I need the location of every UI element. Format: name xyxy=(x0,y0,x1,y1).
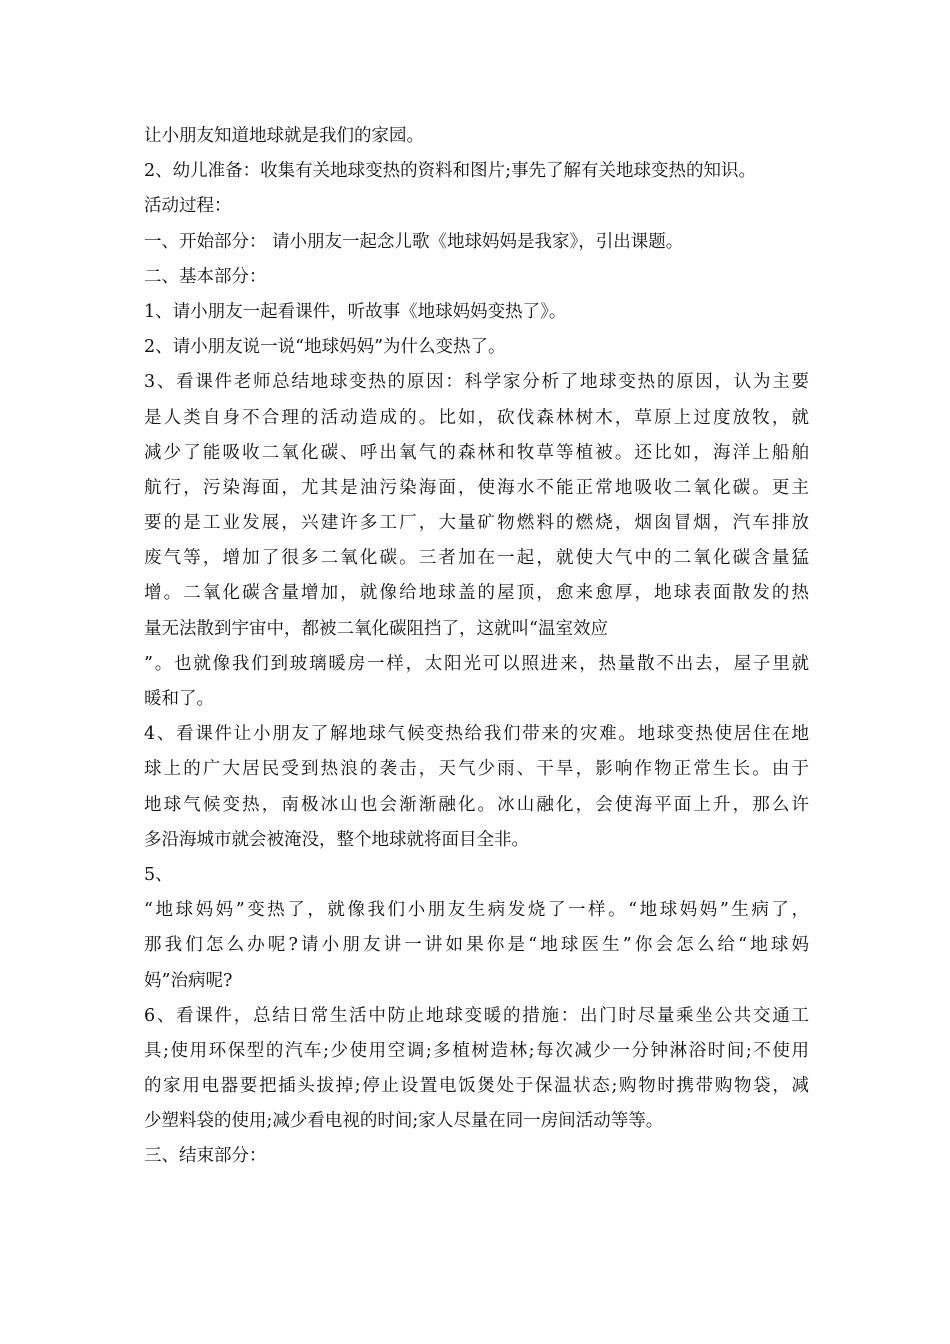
text-line: 废气等，增加了很多二氧化碳。三者加在一起，就使大气中的二氧化碳含量猛 xyxy=(144,548,809,569)
text-line: 妈”治病呢? xyxy=(144,970,233,991)
text-line: “地球妈妈”变热了，就像我们小朋友生病发烧了一样。“地球妈妈”生病了， xyxy=(144,900,809,921)
text-line: 活动过程： xyxy=(144,196,232,217)
text-line: 要的是工业发展，兴建许多工厂，大量矿物燃料的燃烧，烟囱冒烟，汽车排放 xyxy=(144,513,809,534)
text-line: 具;使用环保型的汽车;少使用空调;多植树造林;每次减少一分钟淋浴时间;不使用 xyxy=(144,1040,809,1061)
text-line: 的家用电器要把插头拔掉;停止设置电饭煲处于保温状态;购物时携带购物袋，减 xyxy=(144,1076,809,1097)
text-line: 5、 xyxy=(144,864,173,885)
text-line: 球上的广大居民受到热浪的袭击，天气少雨、干旱，影响作物正常生长。由于 xyxy=(144,759,809,780)
text-line: 是人类自身不合理的活动造成的。比如，砍伐森林树木，草原上过度放牧，就 xyxy=(144,407,809,428)
text-line: 航行，污染海面，尤其是油污染海面，使海水不能正常地吸收二氧化碳。更主 xyxy=(144,477,809,498)
text-line: 4、看课件让小朋友了解地球气候变热给我们带来的灾难。地球变热使居住在地 xyxy=(144,724,809,745)
text-line: ”。也就像我们到玻璃暖房一样，太阳光可以照进来，热量散不出去，屋子里就 xyxy=(144,653,809,674)
text-line: 2、请小朋友说一说“地球妈妈”为什么变热了。 xyxy=(144,337,506,358)
text-line: 3、看课件老师总结地球变热的原因：科学家分析了地球变热的原因，认为主要 xyxy=(144,372,809,393)
text-line: 6、看课件，总结日常生活中防止地球变暖的措施：出门时尽量乘坐公共交通工 xyxy=(144,1005,809,1026)
text-line: 多沿海城市就会被淹没，整个地球就将面目全非。 xyxy=(144,829,529,850)
text-line: 量无法散到宇宙中，都被二氧化碳阻挡了，这就叫“温室效应 xyxy=(144,618,608,639)
text-line: 地球气候变热，南极冰山也会渐渐融化。冰山融化，会使海平面上升，那么许 xyxy=(144,794,809,815)
text-line: 暖和了。 xyxy=(144,689,214,709)
text-line: 2、幼儿准备：收集有关地球变热的资料和图片;事先了解有关地球变热的知识。 xyxy=(144,161,757,182)
text-line: 让小朋友知道地球就是我们的家园。 xyxy=(144,126,424,146)
document-body xyxy=(144,119,809,1175)
text-line: 二、基本部分： xyxy=(144,266,267,287)
text-line: 增。二氧化碳含量增加，就像给地球盖的屋顶，愈来愈厚，地球表面散发的热 xyxy=(144,583,809,604)
text-line: 1、请小朋友一起看课件，听故事《地球妈妈变热了》。 xyxy=(144,301,567,322)
text-line: 少塑料袋的使用;减少看电视的时间;家人尽量在同一房间活动等等。 xyxy=(144,1111,664,1132)
text-line: 那我们怎么办呢?请小朋友讲一讲如果你是“地球医生”你会怎么给“地球妈 xyxy=(144,935,809,956)
text-line: 一、开始部分： 请小朋友一起念儿歌《地球妈妈是我家》，引出课题。 xyxy=(144,231,684,252)
text-line: 减少了能吸收二氧化碳、呼出氧气的森林和牧草等植被。还比如，海洋上船舶 xyxy=(144,442,809,463)
text-line: 三、结束部分： xyxy=(144,1146,267,1167)
